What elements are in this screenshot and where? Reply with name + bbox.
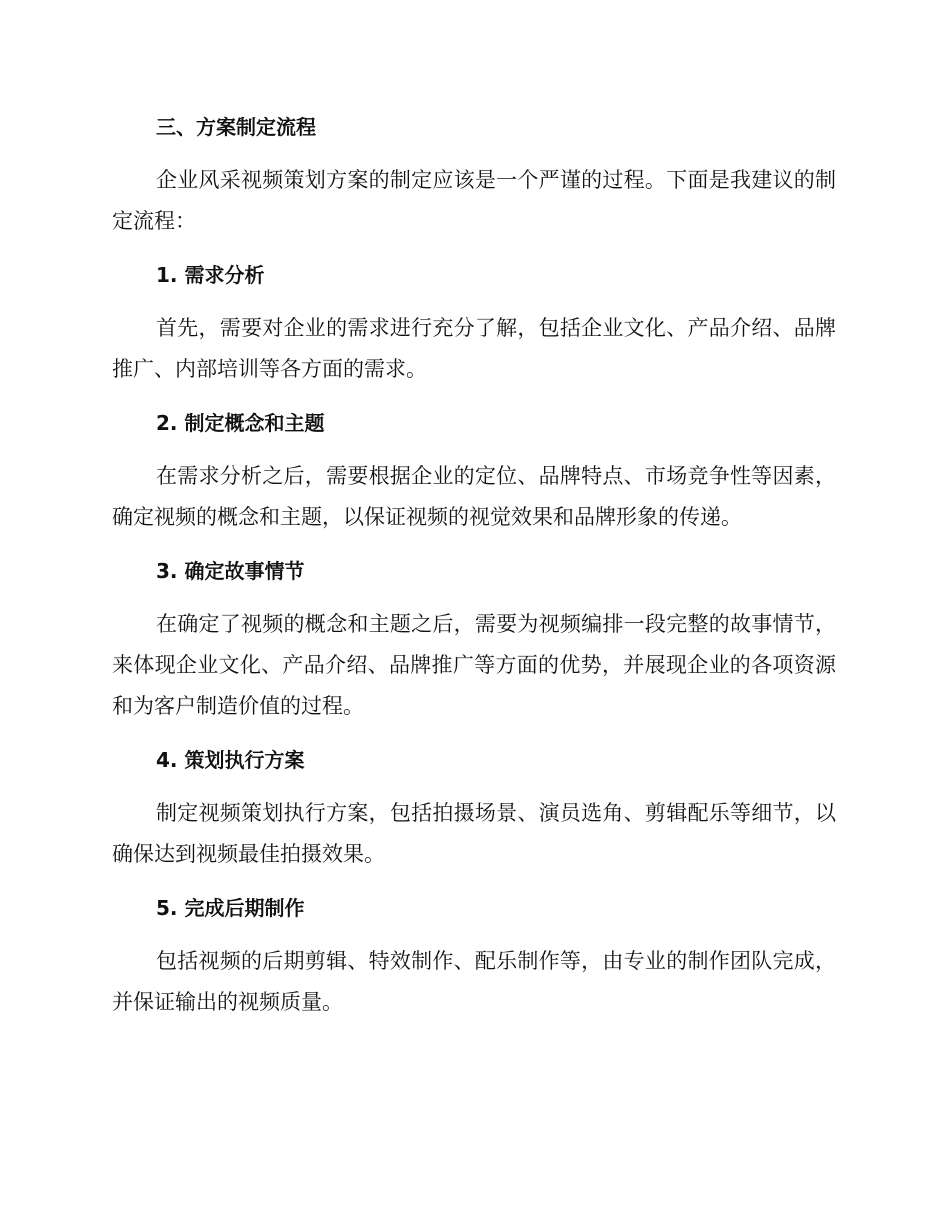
step-text-2: 在需求分析之后，需要根据企业的定位、品牌特点、市场竞争性等因素，确定视频的概念和主题，以保证视频的视觉效果和品牌形象的传递。 [112,464,836,529]
step-text-3: 在确定了视频的概念和主题之后，需要为视频编排一段完整的故事情节，来体现企业文化、产品介绍、品牌推广等方面的优势，并展现企业的各项资源和为客户制造价值的过程。 [112,612,836,718]
step-heading-4: 4. 策划执行方案 [156,748,305,772]
section-title: 三、方案制定流程 [156,115,316,139]
step-text-4: 制定视频策划执行方案，包括拍摄场景、演员选角、剪辑配乐等细节，以确保达到视频最佳拍摄效果。 [112,801,836,866]
step-text-1: 首先，需要对企业的需求进行充分了解，包括企业文化、产品介绍、品牌推广、内部培训等各方面的需求。 [112,316,836,381]
step-heading-1: 1. 需求分析 [156,263,265,287]
intro-paragraph: 企业风采视频策划方案的制定应该是一个严谨的过程。下面是我建议的制定流程： [112,168,836,233]
step-heading-3: 3. 确定故事情节 [156,559,305,583]
step-heading-5: 5. 完成后期制作 [156,896,305,920]
step-text-5: 包括视频的后期剪辑、特效制作、配乐制作等，由专业的制作团队完成，并保证输出的视频质量。 [112,949,836,1014]
document-page [112,106,836,1035]
step-heading-2: 2. 制定概念和主题 [156,411,325,435]
